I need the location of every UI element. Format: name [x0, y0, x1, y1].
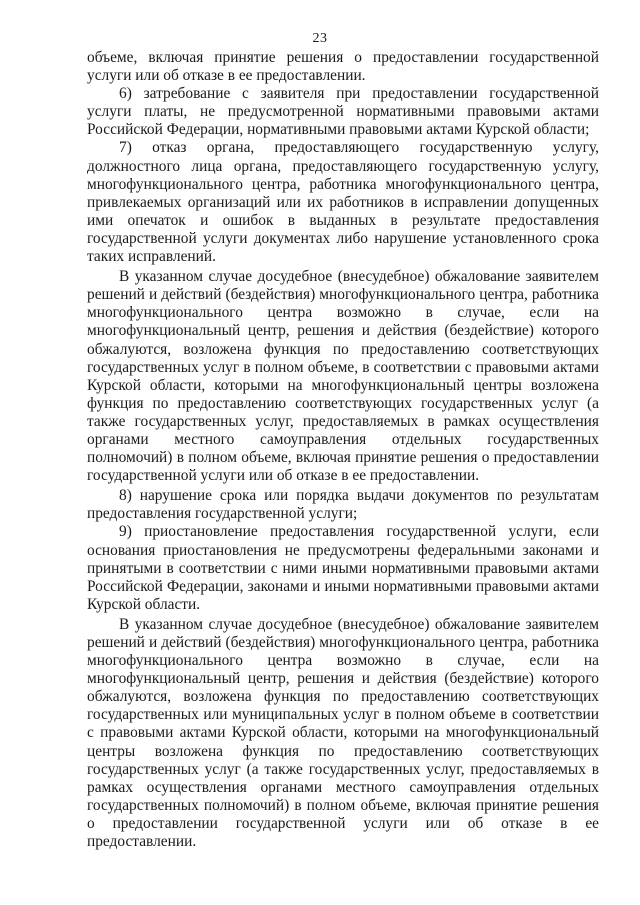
- paragraph-item-7: 7) отказ органа, предоставляющего государственную услугу, должностного лица органа, предоставляющего государственную услугу, многофункционального центра, работника многофункционального центра, привлекаемых организаций или их работников в исправлении допущенных ими опечаток и ошибок в выданных в результате предоставления государственной услуги документах либо нарушение установленного срока таких исправлений.: [87, 139, 599, 266]
- paragraph-continuation: объеме, включая принятие решения о предоставлении государственной услуги или об отказе в ее предоставлении.: [87, 49, 599, 85]
- paragraph-item-9: 9) приостановление предоставления государственной услуги, если основания приостановления не предусмотрены федеральными законами и принятыми в соответствии с ними иными нормативными правовыми актами Российской Федерации, законами и иными нормативными правовыми актами Курской области.: [87, 523, 599, 613]
- document-body: [87, 49, 599, 851]
- page-number: 23: [312, 31, 328, 46]
- paragraph-appeal-note-2: В указанном случае досудебное (внесудебное) обжалование заявителем решений и действий (бездействия) многофункционального центра, работника многофункционального центра возможно в случае, если на многофункциональный центр, решения и действия (бездействие) которого обжалуются, возложена функция по предоставлению соответствующих государственных или муниципальных услуг в полном объеме в соответствии с правовыми актами Курской области, которыми на многофункциональный центры возложена функция по предоставлению соответствующих государственных услуг (а также государственных услуг, предоставляемых в рамках осуществления органами местного самоуправления отдельных государственных полномочий) в полном объеме, включая принятие решения о предоставлении государственной услуги или об отказе в ее предоставлении.: [87, 615, 599, 851]
- paragraph-item-8: 8) нарушение срока или порядка выдачи документов по результатам предоставления государственной услуги;: [87, 487, 599, 523]
- paragraph-appeal-note-1: В указанном случае досудебное (внесудебное) обжалование заявителем решений и действий (бездействия) многофункционального центра, работника многофункционального центра возможно в случае, если на многофункциональный центр, решения и действия (бездействие) которого обжалуются, возложена функция по предоставлению соответствующих государственных услуг в полном объеме, в соответствии с правовыми актами Курской области, которыми на многофункциональный центры возложена функция по предоставлению соответствующих государственных услуг (а также государственных услуг, предоставляемых в рамках осуществления органами местного самоуправления отдельных государственных полномочий) в полном объеме, включая принятие решения о предоставлении государственной услуги или об отказе в ее предоставлении.: [87, 268, 599, 485]
- paragraph-item-6: 6) затребование с заявителя при предоставлении государственной услуги платы, не предусмотренной нормативными правовыми актами Российской Федерации, нормативными правовыми актами Курской области;: [87, 85, 599, 139]
